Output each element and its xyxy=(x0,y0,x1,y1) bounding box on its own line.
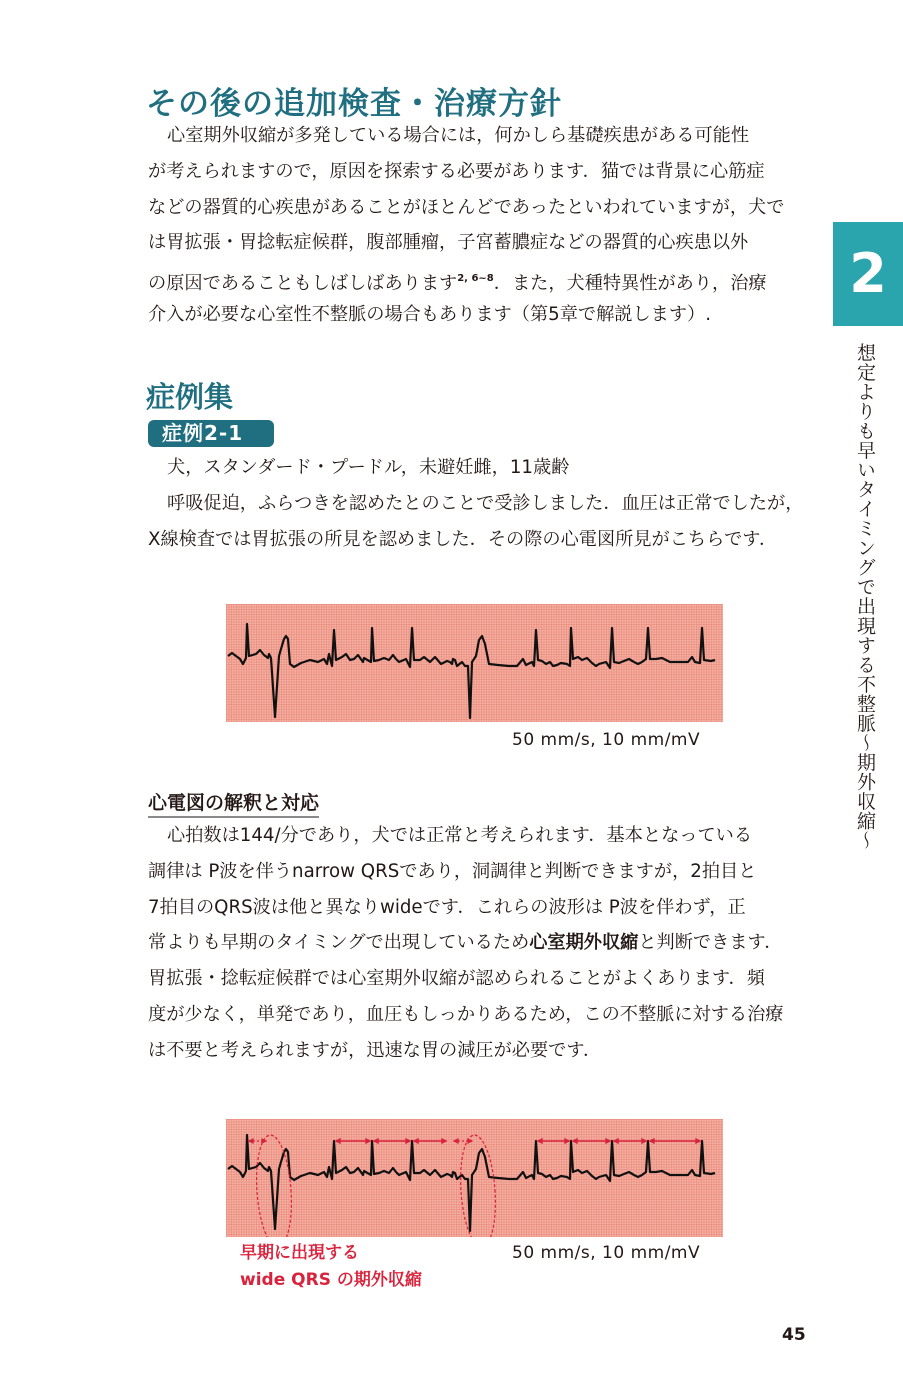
paragraph-line: 心拍数は144/分であり，犬では正常と考えられます．基本となっている xyxy=(167,825,753,846)
section-title: その後の追加検査・治療方針 xyxy=(146,86,562,122)
ecg-scale-label-2: 50 mm/s, 10 mm/mV xyxy=(512,1243,701,1263)
paragraph-line: 度が少なく，単発であり，血圧もしっかりあるため，この不整脈に対する治療 xyxy=(148,1003,784,1025)
cases-heading: 症例集 xyxy=(146,380,234,414)
interpretation-heading: 心電図の解釈と対応 xyxy=(148,788,319,818)
section-paragraph xyxy=(148,118,808,333)
ecg-strip-2-annotated xyxy=(226,1119,723,1237)
chapter-title-vertical: 想定よりも早いタイミングで出現する不整脈〜期外収縮〜 xyxy=(854,343,876,850)
callout-line: 早期に出現する xyxy=(240,1243,359,1263)
pvc-callout xyxy=(240,1240,422,1294)
paragraph-line: 介入が必要な心室性不整脈の場合もあります（第5章で解説します）. xyxy=(148,303,711,325)
ecg-strip-1 xyxy=(226,604,723,722)
ecg-waveform xyxy=(226,604,723,722)
paragraph-line: が考えられますので，原因を探索する必要があります．猫では背景に心筋症 xyxy=(148,160,765,182)
callout-line: wide QRS の期外収縮 xyxy=(240,1270,422,1290)
signalment: 犬，スタンダード・プードル，未避妊雌，11歳齢 xyxy=(167,457,570,478)
paragraph-line: などの器質的心疾患があることがほとんどであったといわれていますが，犬で xyxy=(148,196,785,218)
paragraph-text: 常よりも早期のタイミングで出現しているため xyxy=(148,932,530,954)
interpretation-paragraph xyxy=(148,818,808,1069)
paragraph-line-with-citation xyxy=(148,261,808,297)
chapter-tab: 2 xyxy=(833,222,903,326)
case-description xyxy=(148,450,808,557)
citation: 2, 6~8 xyxy=(457,273,494,285)
history-line: X線検査では胃拡張の所見を認めました．その際の心電図所見がこちらです． xyxy=(148,528,778,550)
case-badge: 症例2-1 xyxy=(148,420,274,447)
paragraph-line-emphasis xyxy=(148,925,808,961)
paragraph-text: の原因であることもしばしばあります xyxy=(148,273,458,295)
paragraph-line: は胃拡張・胃捻転症候群，腹部腫瘤，子宮蓄膿症などの器質的心疾患以外 xyxy=(148,232,749,254)
ecg-waveform-annotated xyxy=(226,1119,723,1237)
paragraph-line: は不要と考えられますが，迅速な胃の減圧が必要です． xyxy=(148,1039,602,1061)
page-number: 45 xyxy=(782,1325,806,1345)
paragraph-line: 7拍目のQRS波は他と異なりwideです．これらの波形は P波を伴わず，正 xyxy=(148,896,746,918)
paragraph-line: 心室期外収縮が多発している場合には，何かしら基礎疾患がある可能性 xyxy=(167,125,750,146)
paragraph-text: ．また，犬種特異性があり，治療 xyxy=(493,273,767,295)
ecg-scale-label-1: 50 mm/s, 10 mm/mV xyxy=(512,730,701,750)
history-line: 呼吸促迫，ふらつきを認めたとのことで受診しました．血圧は正常でしたが， xyxy=(167,492,804,514)
paragraph-text: と判断できます． xyxy=(638,932,783,954)
paragraph-line: 調律は P波を伴うnarrow QRSであり，洞調律と判断できますが，2拍目と xyxy=(148,860,757,882)
paragraph-line: 胃拡張・捻転症候群では心室期外収縮が認められることがよくあります．頻 xyxy=(148,968,765,990)
emphasis-term: 心室期外収縮 xyxy=(529,932,639,954)
